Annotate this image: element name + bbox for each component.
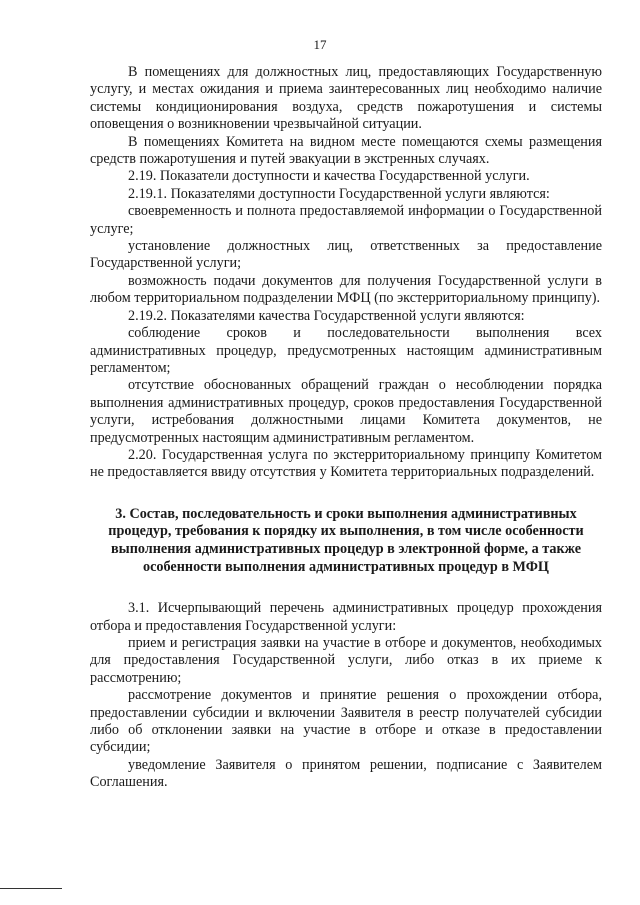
paragraph: уведомление Заявителя о принятом решении, подписание с Заявителем Соглашения.: [90, 756, 602, 791]
paragraph: 3.1. Исчерпывающий перечень административных процедур прохождения отбора и предоставления Государственной услуги:: [90, 600, 602, 634]
paragraph: рассмотрение документов и принятие решения о прохождении отбора, предоставлении субсидии и включении Заявителя в реестр получателей субсидии либо об отклонении заявки на участие в отборе и отказе в предоставлении субсидии;: [90, 687, 602, 756]
paragraph: возможность подачи документов для получения Государственной услуги в любом территориальном подразделении МФЦ (по экстерриториальному принципу).: [90, 272, 602, 307]
footer-rule: [0, 888, 62, 889]
paragraph: своевременность и полнота предоставляемой информации о Государственной услуге;: [90, 203, 602, 237]
document-body: [90, 64, 602, 792]
paragraph: В помещениях для должностных лиц, предоставляющих Государственную услугу, и местах ожидания и приема заинтересованных лиц необходимо наличие системы кондиционирования воздуха, средств пожаротушения и системы оповещения о возникновении чрезвычайной ситуации.: [90, 64, 602, 133]
section-heading: 3. Состав, последовательность и сроки выполнения административных процедур, требования к порядку их выполнения, в том числе особенности выполнения административных процедур в электронной форме, а также особенности выполнения административных процедур в МФЦ: [108, 505, 584, 575]
paragraph: 2.19.2. Показателями качества Государственной услуги являются:: [128, 307, 525, 324]
paragraph: 2.19.1. Показателями доступности Государственной услуги являются:: [128, 185, 550, 202]
paragraph: В помещениях Комитета на видном месте помещаются схемы размещения средств пожаротушения и путей эвакуации в экстренных случаях.: [90, 133, 602, 168]
paragraph: установление должностных лиц, ответственных за предоставление Государственной услуги;: [90, 238, 602, 272]
paragraph: 2.19. Показатели доступности и качества Государственной услуги.: [128, 168, 530, 185]
paragraph: прием и регистрация заявки на участие в отборе и документов, необходимых для предоставления Государственной услуги, либо отказ в их приеме к рассмотрению;: [90, 634, 602, 686]
paragraph: соблюдение сроков и последовательности выполнения всех административных процедур, предусмотренных настоящим административным регламентом;: [90, 325, 602, 376]
page-number: 17: [313, 37, 327, 52]
paragraph: 2.20. Государственная услуга по экстерриториальному принципу Комитетом не предоставляется ввиду отсутствия у Комитета территориальных подразделений.: [90, 446, 602, 481]
paragraph: отсутствие обоснованных обращений граждан о несоблюдении порядка выполнения административных процедур, сроков предоставления Государственной услуги, истребования должностными лицами Комитета документов, не предусмотренных настоящим административным регламентом.: [90, 377, 602, 446]
